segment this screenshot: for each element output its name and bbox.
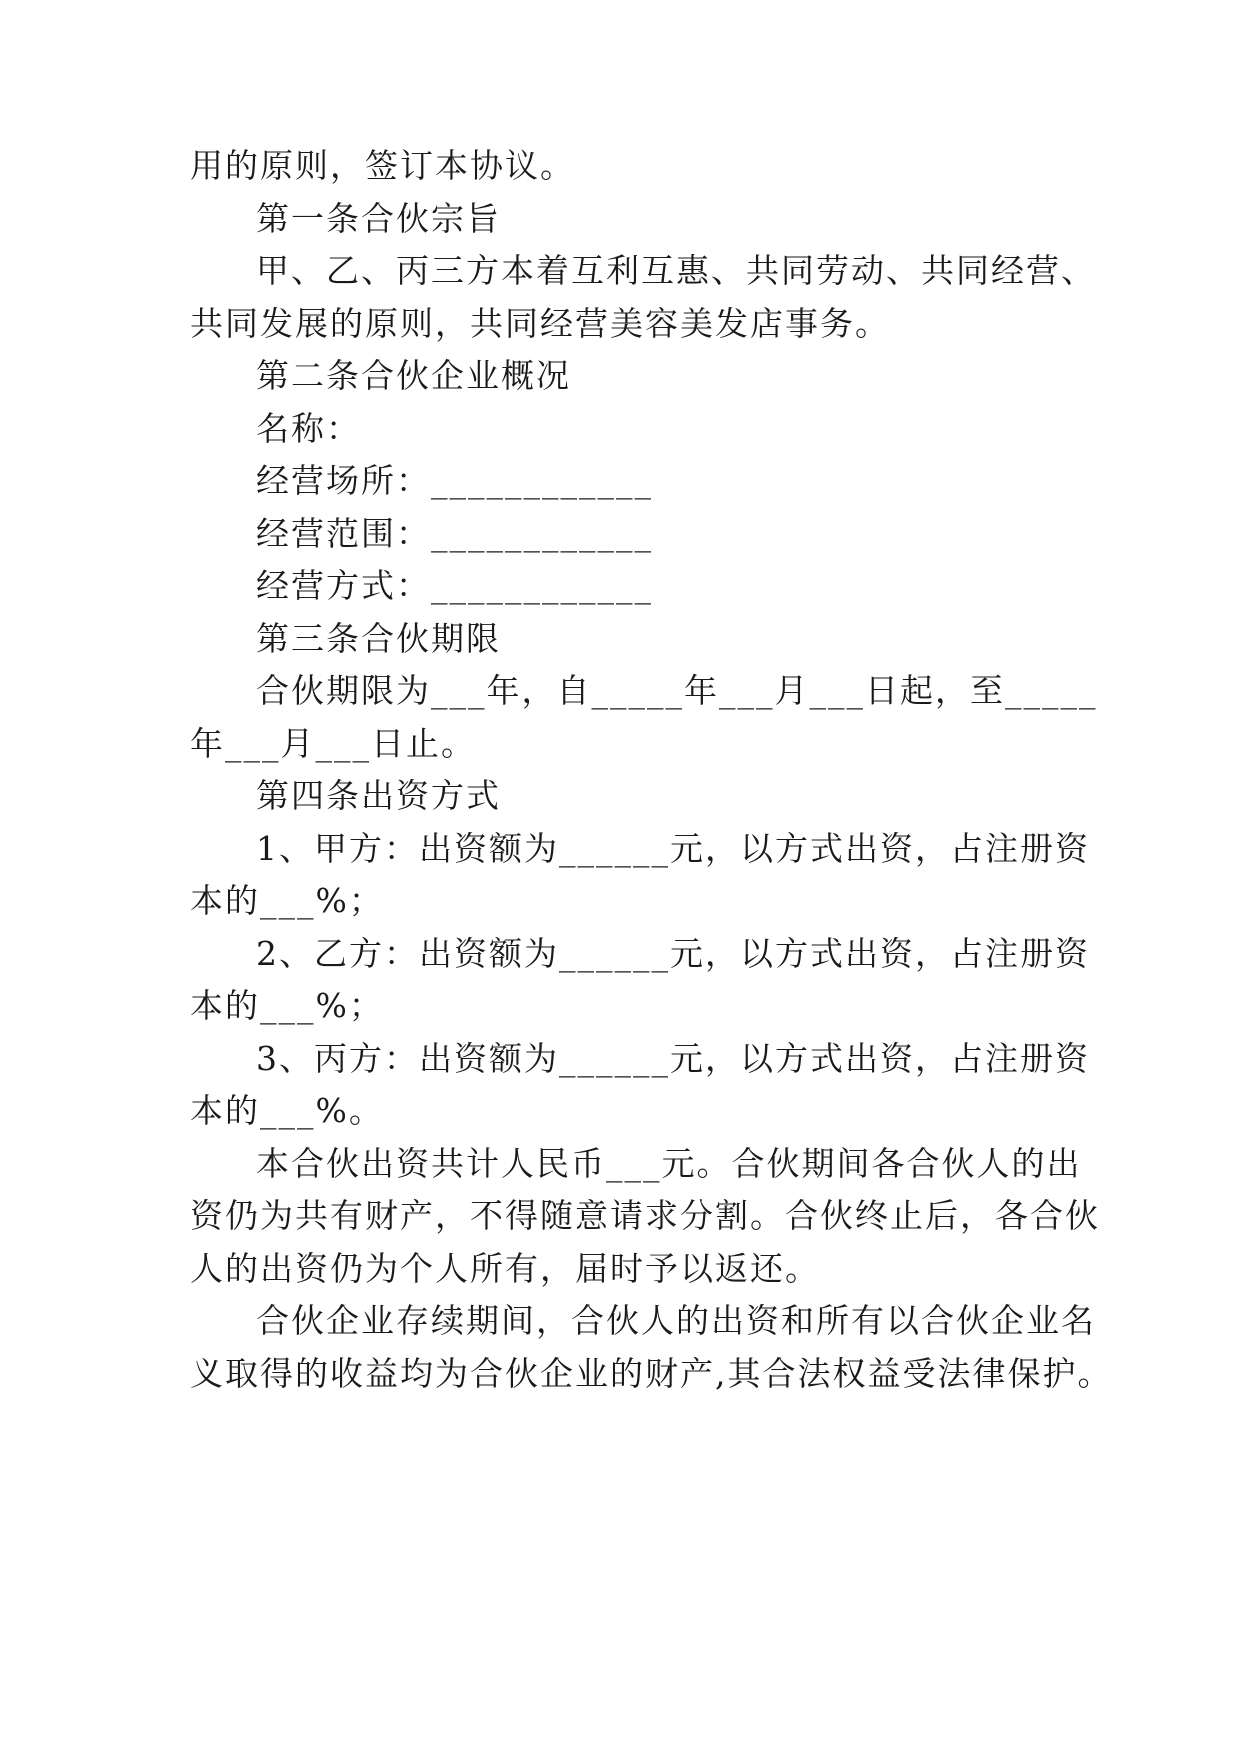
party-b-contribution: 2、乙方：出资额为______元，以方式出资，占注册资 bbox=[256, 934, 1090, 973]
name-field: 名称： bbox=[256, 409, 361, 448]
text-line-4: 共同发展的原则，共同经营美容美发店事务。 bbox=[190, 304, 890, 343]
text-line-11: 合伙期限为___年，自_____年___月___日起，至_____ bbox=[256, 671, 1098, 710]
party-b-share: 本的___%； bbox=[190, 986, 384, 1025]
text-line-20: 本合伙出资共计人民币___元。合伙期间各合伙人的出 bbox=[256, 1144, 1082, 1183]
text-line-23: 合伙企业存续期间，合伙人的出资和所有以合伙企业名 bbox=[256, 1301, 1096, 1340]
party-c-contribution: 3、丙方：出资额为______元，以方式出资，占注册资 bbox=[256, 1039, 1090, 1078]
article-1-heading: 第一条合伙宗旨 bbox=[256, 199, 501, 238]
text-line-22: 人的出资仍为个人所有，届时予以返还。 bbox=[190, 1249, 820, 1288]
party-c-share: 本的___%。 bbox=[190, 1091, 384, 1130]
party-a-share: 本的___%； bbox=[190, 881, 384, 920]
article-3-heading: 第三条合伙期限 bbox=[256, 619, 501, 658]
business-mode-field: 经营方式：____________ bbox=[256, 566, 653, 605]
business-scope-field: 经营范围：____________ bbox=[256, 514, 653, 553]
text-line-1: 用的原则，签订本协议。 bbox=[190, 146, 575, 185]
business-location-field: 经营场所：____________ bbox=[256, 461, 653, 500]
text-line-24: 义取得的收益均为合伙企业的财产,其合法权益受法律保护。 bbox=[190, 1354, 1113, 1393]
party-a-contribution: 1、甲方：出资额为______元，以方式出资，占注册资 bbox=[256, 829, 1090, 868]
text-line-3: 甲、乙、丙三方本着互利互惠、共同劳动、共同经营、 bbox=[256, 251, 1096, 290]
article-4-heading: 第四条出资方式 bbox=[256, 776, 501, 815]
article-2-heading: 第二条合伙企业概况 bbox=[256, 356, 571, 395]
text-line-12: 年___月___日止。 bbox=[190, 724, 476, 763]
text-line-21: 资仍为共有财产，不得随意请求分割。合伙终止后，各合伙 bbox=[190, 1196, 1100, 1235]
